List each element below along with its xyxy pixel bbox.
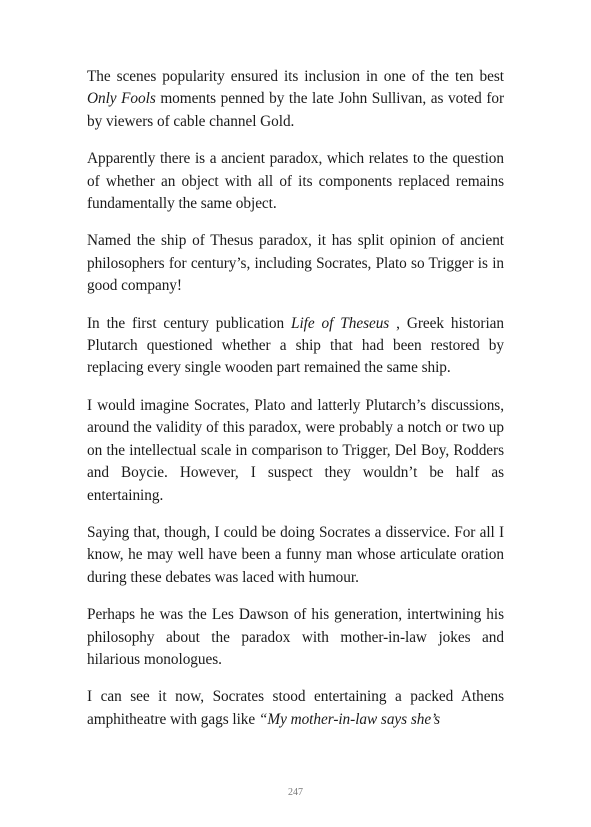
text-run: Named the ship of Thesus paradox, it has split opinion of ancient philosophers for century’s, including Socrates, Plato so Trigger is in good company! xyxy=(87,232,504,295)
italic-quote: “My mother-in-law says she’s xyxy=(258,710,441,728)
text-run: moments penned by the late John Sullivan, as voted for by viewers of cable channel Gold. xyxy=(87,90,505,130)
text-run: The scenes popularity ensured its inclusion in one of the ten best xyxy=(87,68,504,85)
page-body xyxy=(87,66,504,731)
text-run: I would imagine Socrates, Plato and latterly Plutarch’s discussions, around the validity of this paradox, were probably a notch or two up on the intellectual scale in comparison to Trigger, Del Boy, Rodders and Boycie. However, I suspect they wouldn’t be half as entertaining. xyxy=(87,396,504,504)
text-run: Perhaps he was the Les Dawson of his generation, intertwining his philosophy about the paradox with mother-in-law jokes and hilarious monologues. xyxy=(87,606,504,668)
text-run: Saying that, though, I could be doing Socrates a disservice. For all I know, he may well have been a funny man whose articulate oration during these debates was laced with humour. xyxy=(87,523,504,586)
italic-title: Life of Theseus xyxy=(291,314,390,332)
text-run: I can see it now, Socrates stood entertaining a packed Athens amphitheatre with gags like xyxy=(87,688,504,728)
paragraph xyxy=(87,313,504,380)
text-run: , Greek historian Plutarch questioned whether a ship that had been restored by replacing every single wooden part remained the same ship. xyxy=(87,314,504,377)
page-number: 247 xyxy=(288,787,303,798)
text-run: In the first century publication xyxy=(87,314,292,332)
italic-title: Only Fools xyxy=(87,90,156,108)
paragraph xyxy=(87,522,504,589)
paragraph xyxy=(87,66,504,133)
paragraph xyxy=(87,395,504,507)
paragraph xyxy=(87,148,504,215)
text-run: Apparently there is a ancient paradox, which relates to the question of whether an object with all of its components replaced remains fundamentally the same object. xyxy=(87,150,504,213)
paragraph xyxy=(87,230,504,297)
paragraph xyxy=(87,604,504,671)
paragraph xyxy=(87,686,504,731)
